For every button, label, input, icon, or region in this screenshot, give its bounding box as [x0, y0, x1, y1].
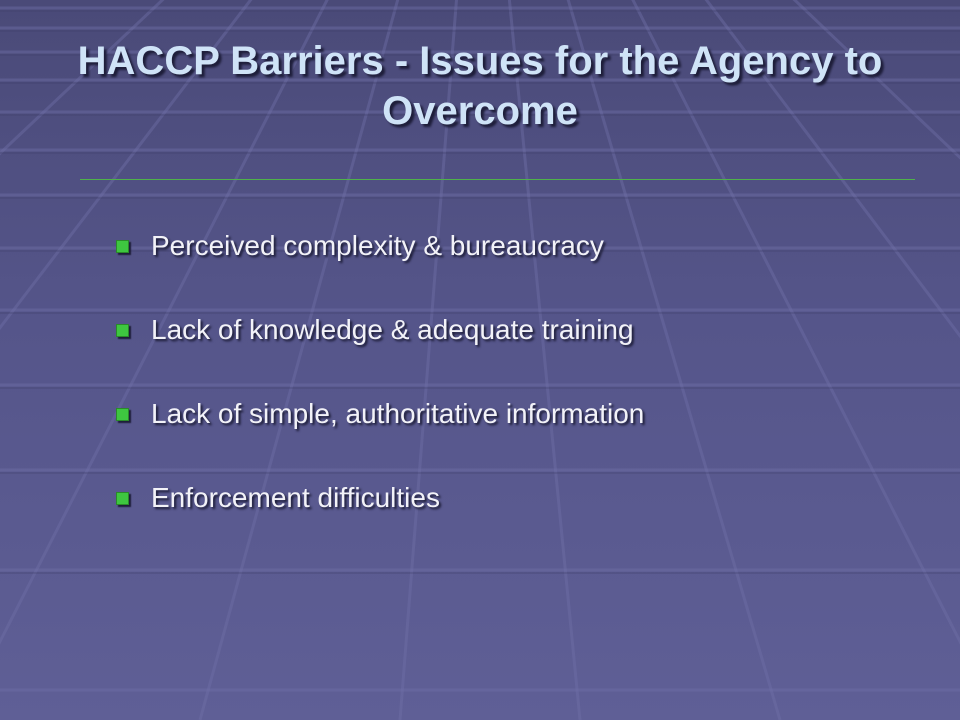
bullet-item — [116, 476, 644, 520]
square-bullet-icon — [116, 408, 129, 421]
square-bullet-icon — [116, 240, 129, 253]
bullet-item — [116, 224, 644, 268]
square-bullet-icon — [116, 324, 129, 337]
bullet-item — [116, 308, 644, 352]
bullet-text: Lack of knowledge & adequate training — [151, 314, 634, 345]
bullet-text: Perceived complexity & bureaucracy — [151, 230, 604, 261]
square-bullet-icon — [116, 492, 129, 505]
bullet-item — [116, 392, 644, 436]
bullet-text: Enforcement difficulties — [151, 482, 440, 513]
bullet-list — [116, 224, 644, 560]
title-divider — [80, 179, 915, 180]
bullet-text: Lack of simple, authoritative information — [151, 398, 645, 429]
slide-title: HACCP Barriers - Issues for the Agency to Overcome — [77, 39, 883, 133]
